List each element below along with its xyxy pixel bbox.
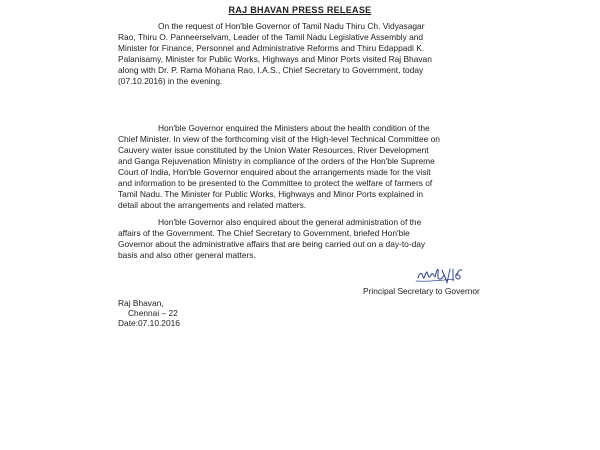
paragraph-line: affairs of the Government. The Chief Secretary to Government, briefed Hon'ble — [118, 228, 410, 238]
document-title: RAJ BHAVAN PRESS RELEASE — [228, 5, 372, 15]
paragraph-line: and Ganga Rejuvenation Ministry in compliance of the orders of the Hon'ble Supreme — [118, 156, 435, 166]
paragraph-line: Governor about the administrative affairs that are being carried out on a day-to-day — [118, 239, 426, 249]
paragraph-line: Palanisamy, Minister for Public Works, Highways and Minor Ports visited Raj Bhavan — [118, 54, 432, 64]
paragraph-line: Hon'ble Governor enquired the Ministers about the health condition of the — [158, 123, 430, 133]
paragraph-line: On the request of Hon'ble Governor of Tamil Nadu Thiru Ch. Vidyasagar — [158, 21, 425, 31]
paragraph-line: detail about the arrangements and related matters. — [118, 200, 307, 210]
paragraph-administration — [118, 217, 536, 261]
paragraph-line: Chief Minister. In view of the forthcoming visit of the High-level Technical Committee on — [118, 134, 440, 144]
handwritten-signature — [414, 264, 484, 286]
paragraph-line: Court of India, Hon'ble Governor enquired about the arrangements made for the visit — [118, 167, 431, 177]
document-footer — [118, 298, 180, 328]
paragraph-visit — [118, 21, 536, 87]
footer-city: Chennai – 22 — [128, 308, 178, 318]
paragraph-line: Tamil Nadu. The Minister for Public Works, Highways and Minor Ports explained in — [118, 189, 424, 199]
paragraph-line: Minister for Finance, Personnel and Administrative Reforms and Thiru Edappadi K. — [118, 43, 425, 53]
signatory-title: Principal Secretary to Governor — [363, 286, 480, 296]
paragraph-line: Hon'ble Governor also enquired about the general administration of the — [158, 217, 422, 227]
paragraph-line: basis and also other general matters. — [118, 250, 256, 260]
paragraph-line: (07.10.2016) in the evening. — [118, 76, 223, 86]
paragraph-line: Cauvery water issue constituted by the Union Water Resources, River Development — [118, 145, 429, 155]
footer-date: Date:07.10.2016 — [118, 318, 180, 328]
paragraph-cauvery — [118, 123, 536, 211]
paragraph-line: and information to be presented to the Committee to protect the welfare of farmers of — [118, 178, 433, 188]
footer-place: Raj Bhavan, — [118, 298, 164, 308]
paragraph-line: Rao, Thiru O. Panneerselvam, Leader of the Tamil Nadu Legislative Assembly and — [118, 32, 424, 42]
paragraph-line: along with Dr. P. Rama Mohana Rao, I.A.S., Chief Secretary to Government, today — [118, 65, 424, 75]
